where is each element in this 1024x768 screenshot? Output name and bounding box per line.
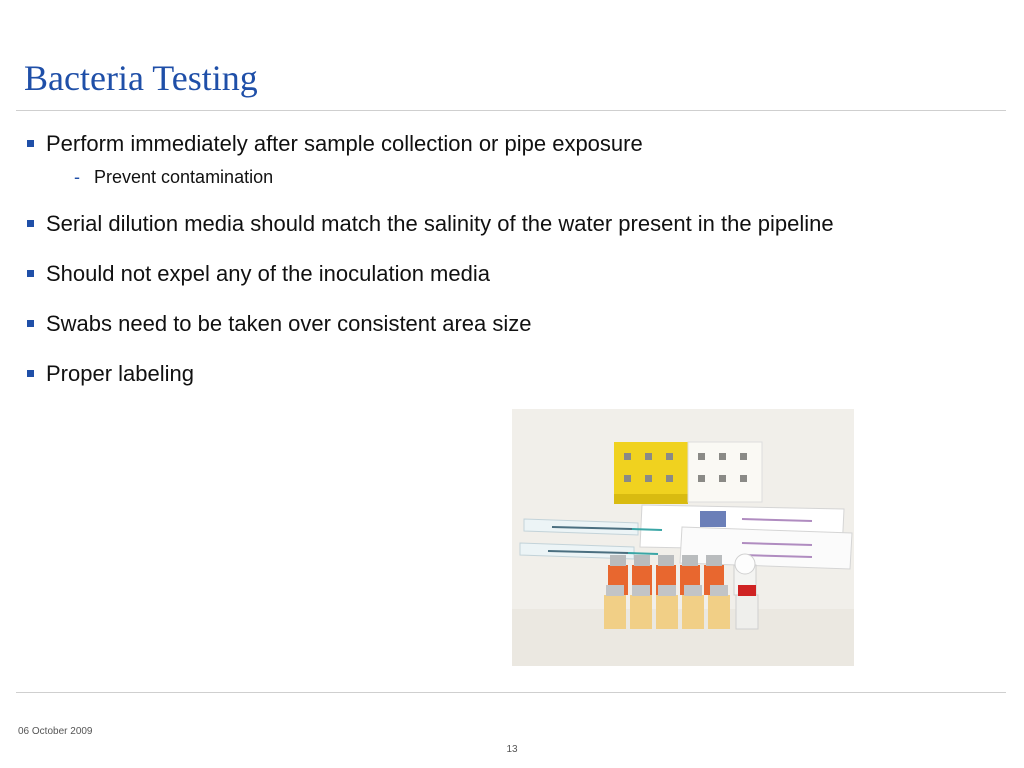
bullet-list — [26, 130, 1006, 388]
square-bullet-icon — [27, 220, 34, 227]
square-bullet-icon — [27, 370, 34, 377]
square-bullet-icon — [27, 320, 34, 327]
footer-divider — [16, 692, 1006, 693]
dash-bullet-icon: - — [74, 167, 80, 187]
bullet-text: Proper labeling — [46, 361, 194, 386]
bullet-text: Should not expel any of the inoculation media — [46, 261, 490, 286]
bullet-item — [26, 310, 1006, 338]
bullet-item — [26, 360, 1006, 388]
bullet-text: Serial dilution media should match the salinity of the water present in the pipeline — [46, 211, 834, 236]
bullet-text: Perform immediately after sample collection or pipe exposure — [46, 131, 643, 156]
photo-test-kit-icon — [512, 409, 854, 666]
sub-bullet-text: Prevent contamination — [94, 167, 274, 187]
footer-date: 06 October 2009 — [18, 726, 93, 737]
bullet-item — [26, 260, 1006, 288]
title-divider — [16, 110, 1006, 111]
slide-title: Bacteria Testing — [24, 58, 258, 98]
square-bullet-icon — [27, 140, 34, 147]
square-bullet-icon — [27, 270, 34, 277]
bullet-item — [26, 130, 1006, 188]
page-number: 13 — [506, 744, 518, 755]
bullet-text: Swabs need to be taken over consistent area size — [46, 311, 532, 336]
bullet-item — [26, 210, 1006, 238]
sub-bullet-item — [46, 166, 1006, 188]
test-kit-photo — [512, 409, 854, 666]
